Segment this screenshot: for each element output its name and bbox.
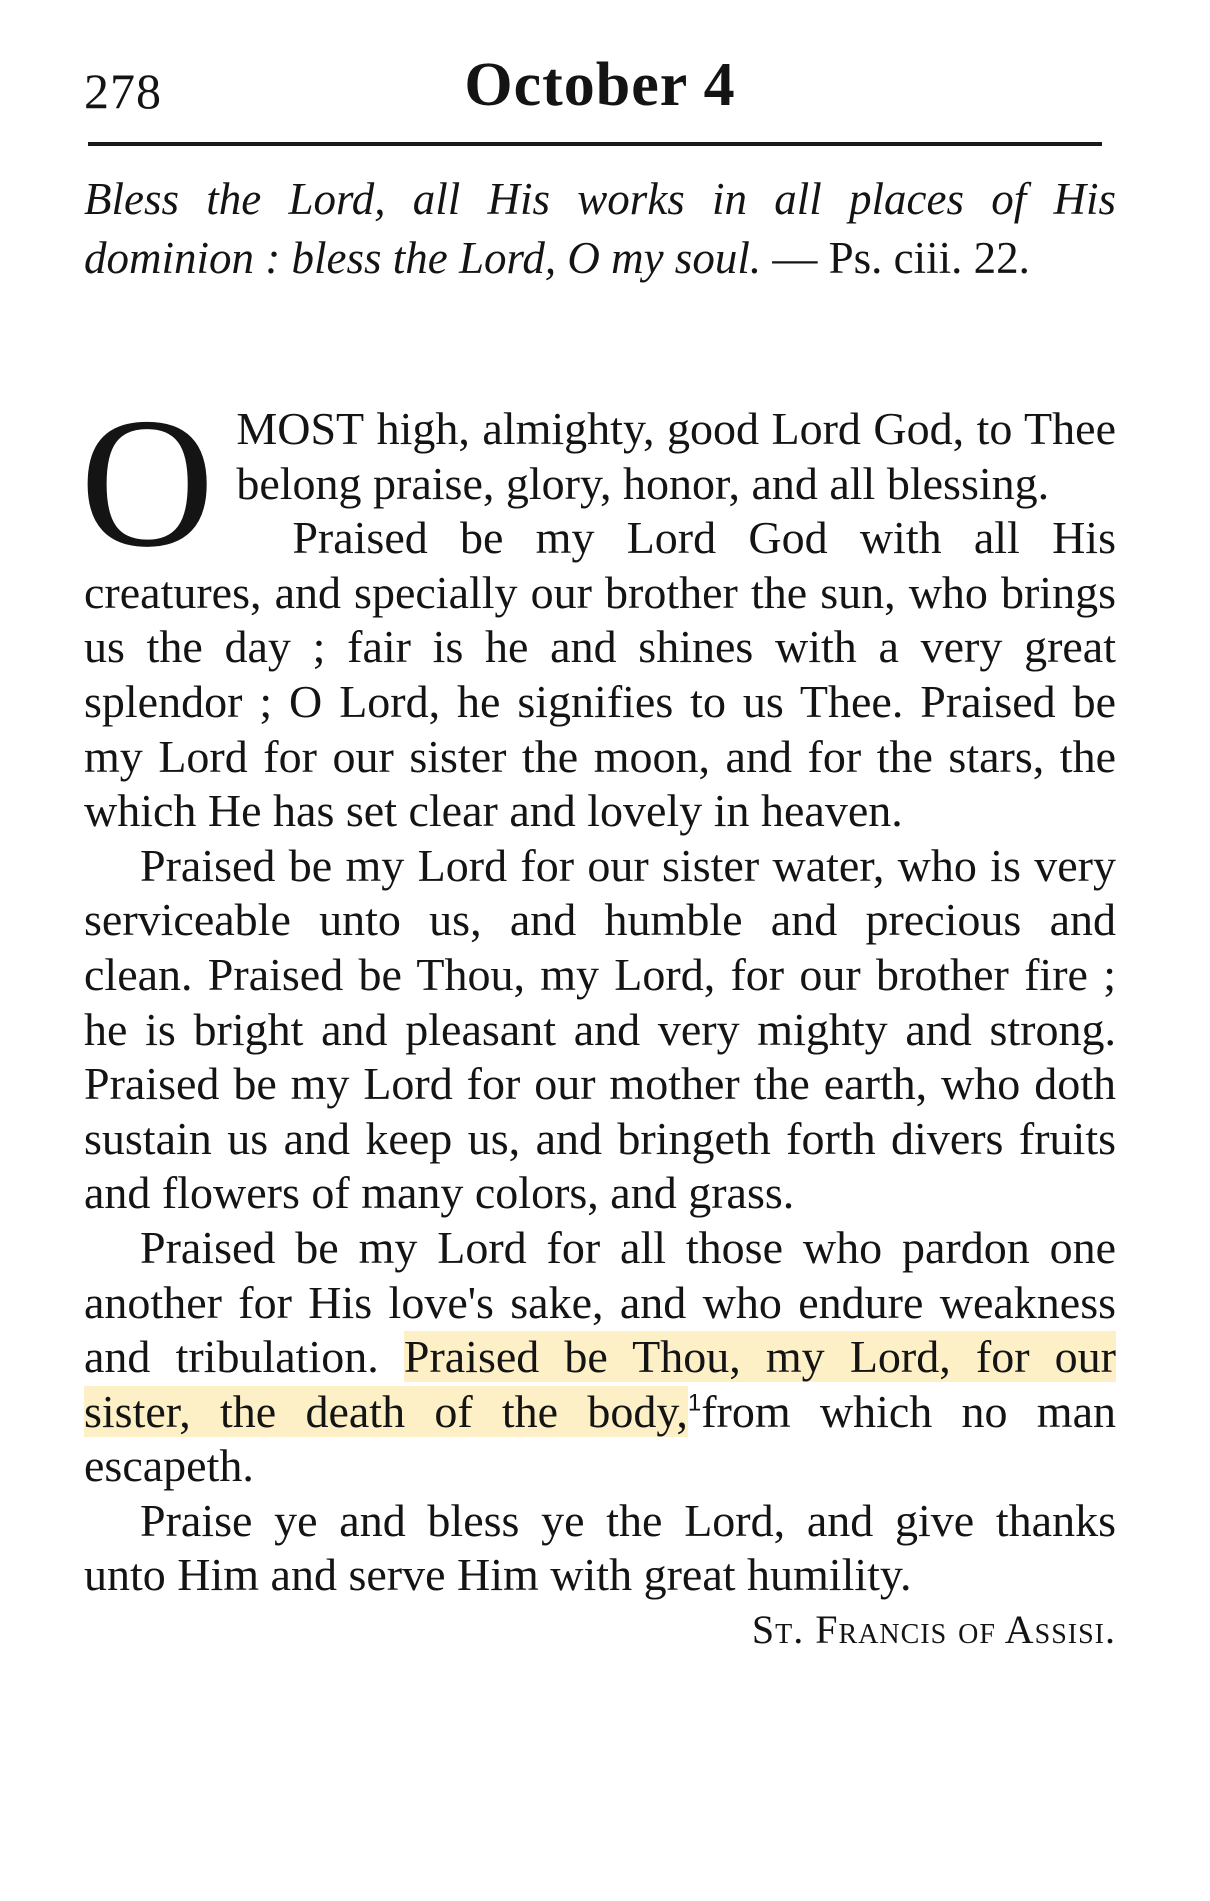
footnote-marker[interactable]: 1 bbox=[687, 1389, 702, 1417]
drop-cap: O bbox=[80, 380, 215, 586]
paragraph-1-text: high, almighty, good Lord God, to Thee belong praise, glory, honor, and all blessing. bbox=[236, 403, 1116, 509]
paragraph-2: Praised be my Lord God with all His creatures, and specially our brother the sun, who brings us the day ; fair is he and shines with a very great splendor ; O Lord, he signifies to us Thee. Praised be my Lord for our sister the moon, and for the stars, the which He has set clear and lovely in heaven. bbox=[84, 512, 1116, 837]
paragraph-5 bbox=[84, 1494, 1116, 1653]
paragraph-4-end: from which no man escapeth. bbox=[84, 1385, 1116, 1492]
book-page bbox=[80, 40, 1116, 1653]
epigraph-text: Bless the Lord, all His works in all places of His dominion : bless the Lord, O my soul. bbox=[84, 174, 1116, 283]
header-rule bbox=[88, 142, 1102, 146]
epigraph-citation: — Ps. ciii. 22. bbox=[772, 233, 1030, 283]
paragraph-5-text: Praise ye and bless ye the Lord, and give thanks unto Him and serve Him with great humility. bbox=[84, 1494, 1116, 1601]
page-number: 278 bbox=[84, 63, 162, 119]
paragraph-4 bbox=[84, 1221, 1116, 1494]
epigraph bbox=[84, 170, 1116, 288]
highlighted-passage[interactable]: Praised be Thou, my Lord, for our sister, the death of the body, bbox=[84, 1331, 1116, 1437]
main-text bbox=[80, 380, 1116, 1658]
paragraph-4-text: Praised be my Lord for all those who pardon one another for His love's sake, and who endure weakness and tribulation. bbox=[84, 1221, 1116, 1383]
paragraph-3: Praised be my Lord for our sister water, who is very serviceable unto us, and humble and precious and clean. Praised be Thou, my Lord, for our brother fire ; he is bright and pleasant and very mighty and strong. Praised be my Lord for our mother the earth, who doth sustain us and keep us, and bringeth forth divers fruits and flowers of many colors, and grass. bbox=[84, 839, 1116, 1219]
attribution: St. Francis of Assisi. bbox=[751, 1607, 1116, 1653]
opening-smallcaps: MOST bbox=[236, 403, 365, 454]
paragraph-1 bbox=[80, 380, 1116, 586]
page-title: October 4 bbox=[464, 51, 736, 119]
page-header bbox=[84, 40, 1116, 130]
